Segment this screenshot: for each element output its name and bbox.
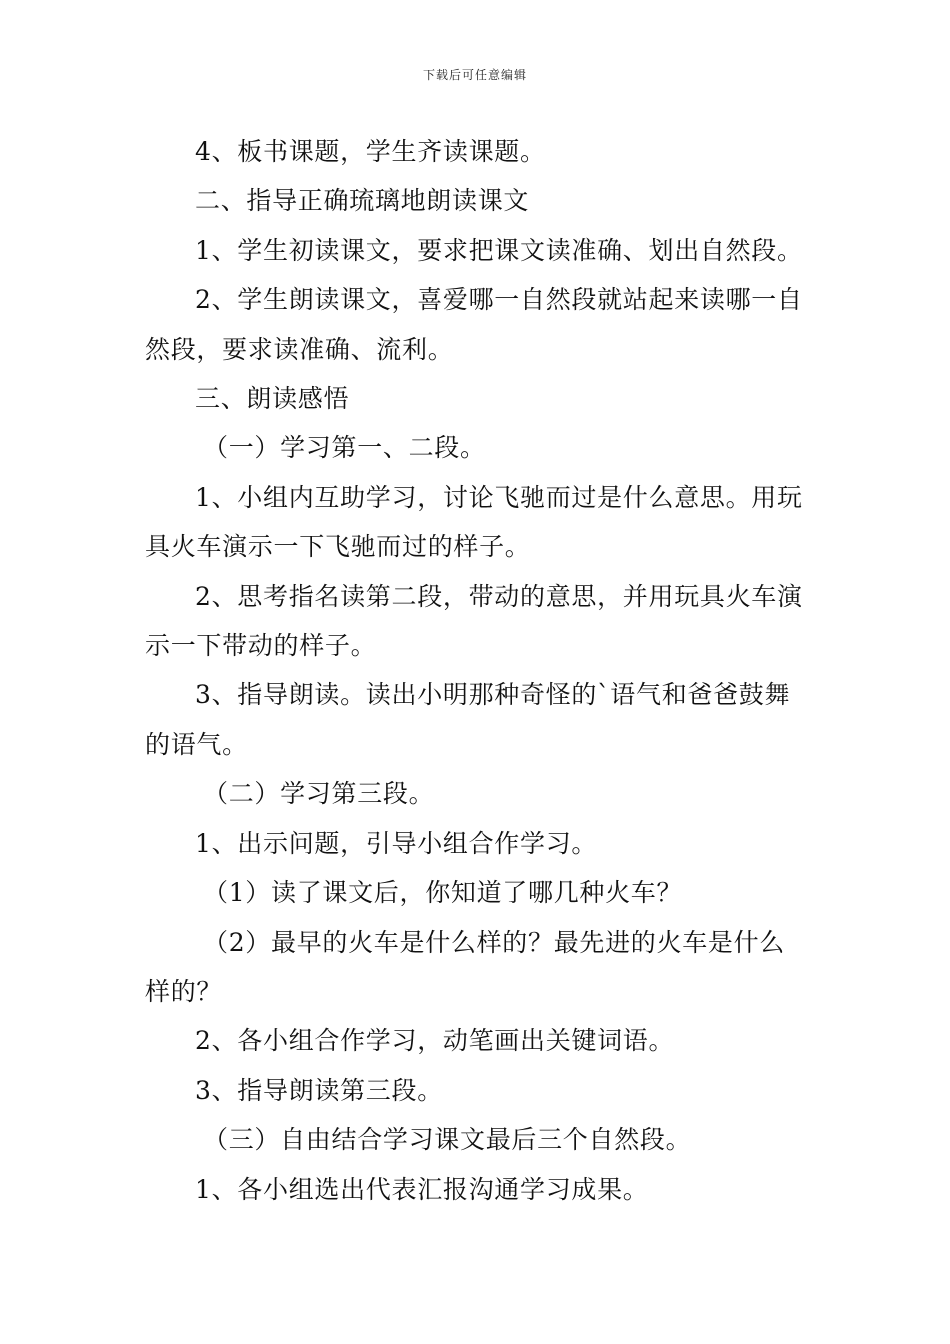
question-2: （2）最早的火车是什么样的？最先进的火车是什么样的？ bbox=[145, 927, 786, 1006]
paragraph-8: 2、思考指名读第二段，带动的意思，并用玩具火车演示一下带动的样子。 bbox=[145, 581, 803, 661]
paragraph-9: 3、指导朗读。读出小明那种奇怪的`语气和爸爸鼓舞的语气。 bbox=[145, 680, 791, 759]
paragraph-7: 1、小组内互助学习，讨论飞驰而过是什么意思。用玩具火车演示一下飞驰而过的样子。 bbox=[145, 482, 803, 562]
paragraph-4: 2、学生朗读课文，喜爱哪一自然段就站起来读哪一自然段，要求读准确、流利。 bbox=[145, 285, 803, 364]
paragraph-15: 3、指导朗读第三段。 bbox=[195, 1075, 443, 1105]
section-heading-3: 三、朗读感悟 bbox=[195, 384, 350, 414]
paragraph-11: 1、出示问题，引导小组合作学习。 bbox=[195, 828, 598, 858]
paragraph-14: 2、各小组合作学习，动笔画出关键词语。 bbox=[195, 1026, 675, 1056]
subsection-heading-2: （二）学习第三段。 bbox=[203, 779, 435, 809]
page-header: 下载后可任意编辑 bbox=[422, 68, 527, 82]
subsection-heading-1: （一）学习第一、二段。 bbox=[203, 433, 486, 463]
subsection-heading-3: （三）自由结合学习课文最后三个自然段。 bbox=[203, 1125, 692, 1155]
paragraph-17: 1、各小组选出代表汇报沟通学习成果。 bbox=[195, 1174, 649, 1204]
paragraph-3: 1、学生初读课文，要求把课文读准确、划出自然段。 bbox=[195, 235, 803, 265]
section-heading-2: 二、指导正确琉璃地朗读课文 bbox=[195, 186, 530, 216]
paragraph-1: 4、板书课题，学生齐读课题。 bbox=[195, 137, 546, 166]
question-1: （1）读了课文后，你知道了哪几种火车？ bbox=[203, 878, 683, 908]
document-body bbox=[145, 127, 810, 1214]
